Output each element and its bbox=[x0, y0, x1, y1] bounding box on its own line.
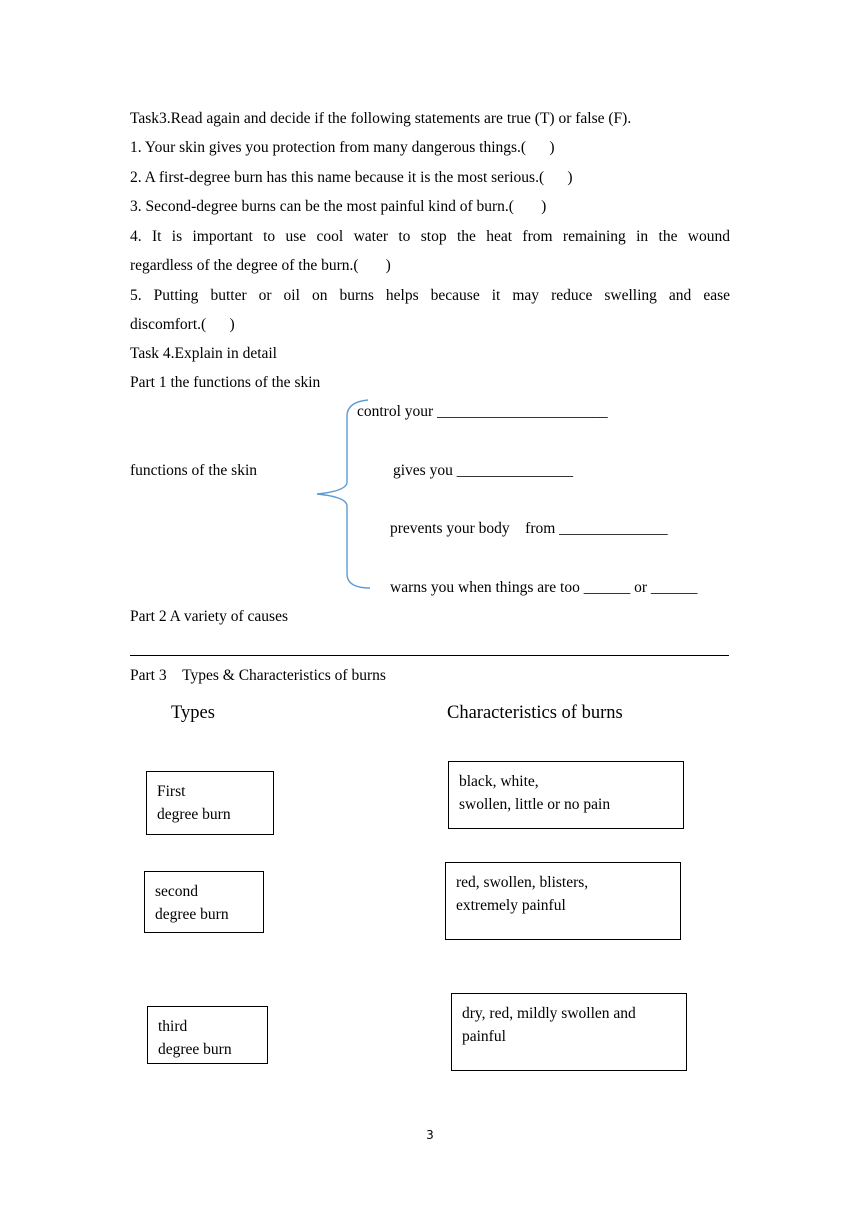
characteristic-box-2 bbox=[445, 862, 681, 940]
type-box-first bbox=[146, 771, 274, 835]
characteristic-3-line-2: painful bbox=[462, 1028, 506, 1045]
characteristic-2-line-2: extremely painful bbox=[456, 897, 566, 914]
characteristic-1-line-2: swollen, little or no pain bbox=[459, 796, 611, 813]
statement-3: 3. Second-degree burns can be the most painful kind of burn.( ) bbox=[130, 198, 547, 215]
characteristic-2-line-1: red, swollen, blisters, bbox=[456, 874, 589, 891]
type-box-third bbox=[147, 1006, 268, 1064]
characteristics-header: Characteristics of burns bbox=[447, 703, 623, 723]
characteristic-box-1 bbox=[448, 761, 684, 829]
page-number: 3 bbox=[426, 1128, 434, 1142]
type-first-line-2: degree burn bbox=[157, 806, 231, 823]
types-header: Types bbox=[171, 703, 215, 723]
statement-5-line-1: 5. Putting butter or oil on burns helps because it may reduce swelling and ease bbox=[130, 287, 730, 304]
type-box-second bbox=[144, 871, 264, 933]
function-item-warns: warns you when things are too ______ or ______ bbox=[390, 579, 698, 596]
type-second-line-1: second bbox=[155, 883, 199, 900]
function-item-control: control your ______________________ bbox=[357, 403, 608, 420]
statement-5-line-2: discomfort.( ) bbox=[130, 316, 235, 333]
part1-title: Part 1 the functions of the skin bbox=[130, 374, 321, 391]
type-second-line-2: degree burn bbox=[155, 906, 229, 923]
function-item-prevents: prevents your body from ______________ bbox=[390, 520, 668, 537]
task4-title: Task 4.Explain in detail bbox=[130, 345, 277, 362]
part3-title: Part 3 Types & Characteristics of burns bbox=[130, 667, 386, 684]
statement-4-line-1: 4. It is important to use cool water to stop the heat from remaining in the wound bbox=[130, 228, 730, 245]
type-third-line-2: degree burn bbox=[158, 1041, 232, 1058]
characteristic-3-line-1: dry, red, mildly swollen and bbox=[462, 1005, 636, 1022]
type-first-line-1: First bbox=[157, 783, 186, 800]
statement-2: 2. A first-degree burn has this name because it is the most serious.( ) bbox=[130, 169, 573, 186]
functions-label: functions of the skin bbox=[130, 462, 257, 479]
task3-title: Task3.Read again and decide if the following statements are true (T) or false (F). bbox=[130, 110, 632, 127]
type-third-line-1: third bbox=[158, 1018, 188, 1035]
function-item-gives: gives you _______________ bbox=[393, 462, 573, 479]
part2-title: Part 2 A variety of causes bbox=[130, 608, 288, 625]
statement-1: 1. Your skin gives you protection from many dangerous things.( ) bbox=[130, 139, 555, 156]
statement-4-line-2: regardless of the degree of the burn.( ) bbox=[130, 257, 391, 274]
characteristic-box-3 bbox=[451, 993, 687, 1071]
brace-icon bbox=[310, 398, 380, 592]
characteristic-1-line-1: black, white, bbox=[459, 773, 539, 790]
answer-line bbox=[130, 655, 729, 656]
